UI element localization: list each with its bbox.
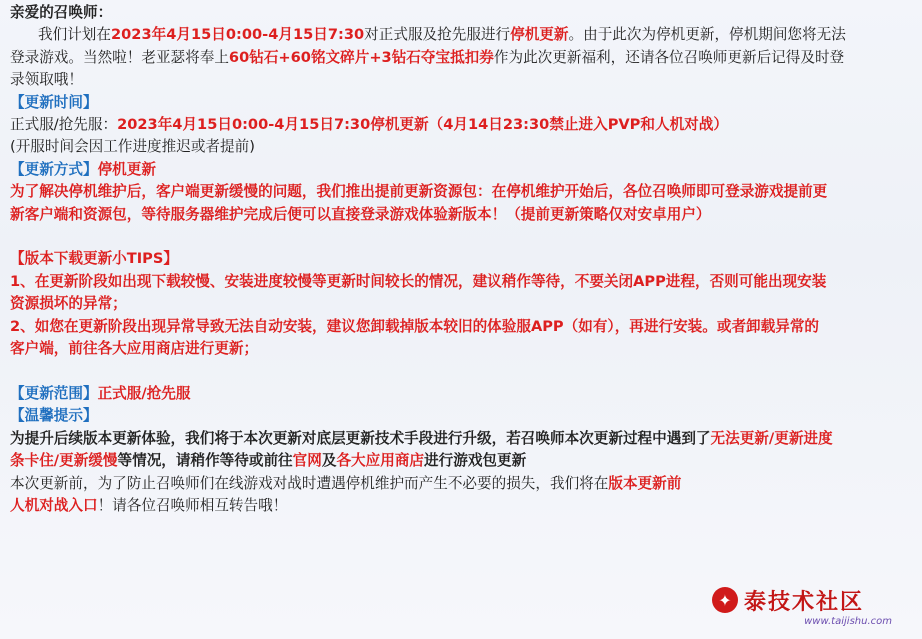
intro-line-1: 我们计划在2023年4月15日0:00-4月15日7:30对正式服及抢先服进行停机更新。由于此次为停机更新，停机期间您将无法 <box>38 26 846 44</box>
greeting: 亲爱的召唤师： <box>10 4 113 21</box>
tip-1a: 1、在更新阶段如出现下载较慢、安装进度较慢等更新时间较长的情况，建议稍作等待，不要关闭APP进程，否则可能出现安装 <box>10 272 827 290</box>
method-desc-2: 新客户端和资源包，等待服务器维护完成后便可以直接登录游戏体验新版本！（提前更新策略仅对安卓用户） <box>10 205 711 223</box>
reward-text: 60钻石+60铭文碎片+3钻石夺宝抵扣券 <box>228 48 494 66</box>
section-title-time: 【更新时间】 <box>10 93 98 111</box>
time-value: 2023年4月15日0:00-4月15日7:30停机更新（4月14日23:30禁止进入PVP和人机对战） <box>117 116 728 134</box>
warm-line-1: 为提升后续版本更新体验，我们将于本次更新对底层更新技术手段进行升级，若召唤师本次更新过程中遇到了无法更新/更新进度 <box>10 429 833 447</box>
tip-2b: 客户端，前往各大应用商店进行更新； <box>10 340 259 358</box>
watermark <box>712 579 912 627</box>
method-desc-1: 为了解决停机维护后，客户端更新缓慢的问题，我们推出提前更新资源包：在停机维护开始后，各位召唤师即可登录游戏提前更 <box>10 183 828 201</box>
seal-icon: ✦ <box>712 587 738 613</box>
warm-line-3: 本次更新前，为了防止召唤师们在线游戏对战时遭遇停机维护而产生不必要的损失，我们将在版本更新前 <box>10 474 682 492</box>
warm-line-4: 人机对战入口！请各位召唤师相互转告哦！ <box>10 496 288 514</box>
section-title-warm: 【温馨提示】 <box>10 407 98 425</box>
official-site-link[interactable]: 官网 <box>292 452 322 470</box>
method-line: 【更新方式】停机更新 <box>10 160 156 178</box>
app-store-link[interactable]: 各大应用商店 <box>336 452 425 470</box>
watermark-url: www.taijishu.com <box>804 616 892 627</box>
announcement <box>10 2 915 517</box>
time-line: 正式服/抢先服：2023年4月15日0:00-4月15日7:30停机更新（4月14日23:30禁止进入PVP和人机对战） <box>10 116 728 134</box>
scope-line: 【更新范围】正式服/抢先服 <box>10 384 191 402</box>
watermark-text: 泰技术社区 <box>744 588 865 615</box>
section-title-method: 【更新方式】 <box>10 160 98 178</box>
tip-2a: 2、如您在更新阶段出现异常导致无法自动安装，建议您卸载掉版本较旧的体验服APP（如有），再进行安装。或者卸载异常的 <box>10 317 820 335</box>
section-title-scope: 【更新范围】 <box>10 384 98 402</box>
time-note: (开服时间会因工作进度推迟或者提前) <box>10 138 255 156</box>
warm-line-2: 条卡住/更新缓慢等情况，请稍作等待或前往官网及各大应用商店进行游戏包更新 <box>10 452 527 470</box>
intro-line-3: 录领取哦！ <box>10 71 83 89</box>
maintenance-type: 停机更新 <box>510 26 569 44</box>
intro-line-2: 登录游戏。当然啦！老亚瑟将奉上60钻石+60铭文碎片+3钻石夺宝抵扣券作为此次更新福利，还请各位召唤师更新后记得及时登 <box>10 48 845 66</box>
section-title-tips: 【版本下载更新小TIPS】 <box>10 250 178 268</box>
maintenance-time: 2023年4月15日0:00-4月15日7:30 <box>110 26 365 44</box>
tip-1b: 资源损坏的异常； <box>10 295 127 313</box>
